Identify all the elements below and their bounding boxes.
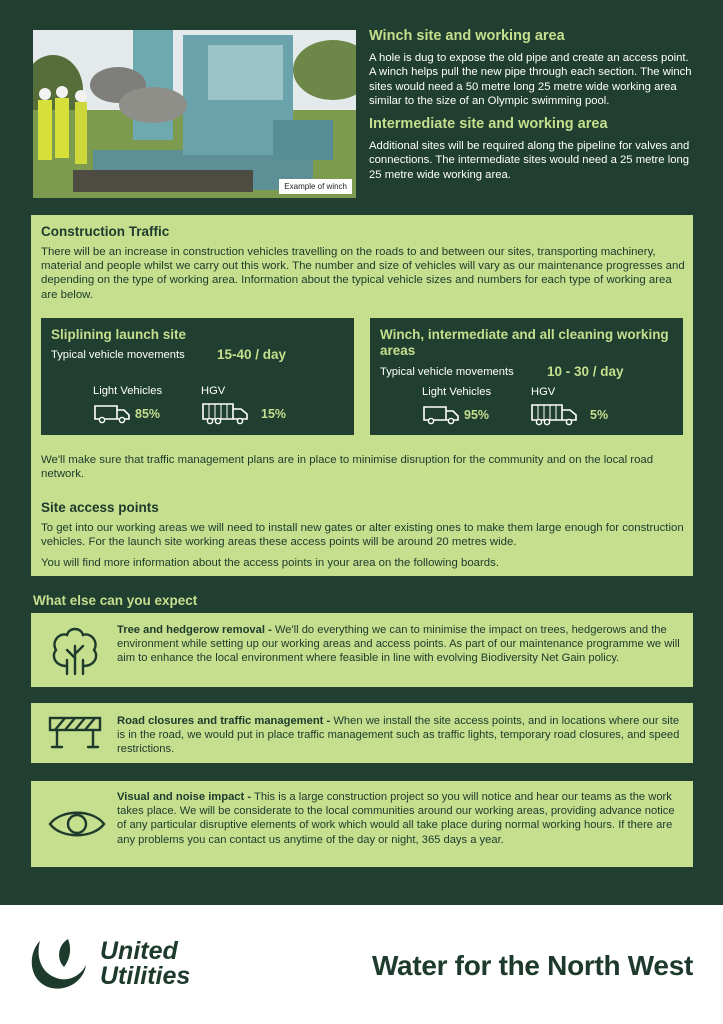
footer (0, 905, 723, 1024)
construction-traffic-intro: There will be an increase in construction vehicles travelling on the roads to and between our sites, transporting machinery, material and people whilst we carry out this work. The number and size of vehicles will vary as our maintenance progresses and depending on the type of working area. Information about the typical vehicle sizes and numbers for each type of working area are below. (41, 246, 685, 301)
visual-noise-text: Visual and noise impact - This is a large construction project so you will notice and hear our teams as the work takes place. We will be considerate to the local communities around our working areas, providing advance notice of any particular disruptive elements of work which would all take place during normal working hours. If there are any problems you can contact us anytime of the day or night, 365 days a year. (117, 791, 675, 846)
winch-hgv-label: HGV (531, 386, 556, 398)
launch-movements-value: 15-40 / day (217, 347, 287, 362)
winch-light-pct: 95% (464, 408, 490, 422)
winch-light-label: Light Vehicles (422, 386, 492, 398)
site-access-more-info: You will find more information about the access points in your area on the following boards. (41, 557, 499, 569)
united-utilities-logo-icon (26, 935, 92, 995)
van-icon (93, 402, 131, 424)
visual-noise-card (31, 781, 693, 867)
winch-movements-value: 10 - 30 / day (547, 364, 624, 379)
lorry-icon (201, 401, 249, 425)
what-else-heading: What else can you expect (33, 593, 198, 608)
launch-movements-label: Typical vehicle movements (51, 349, 185, 361)
tree-icon (47, 624, 103, 678)
winch-areas-heading: Winch, intermediate and all cleaning working areas (380, 327, 669, 358)
winch-movements-label: Typical vehicle movements (380, 366, 514, 378)
winch-photo (33, 30, 356, 198)
footer-tagline: Water for the North West (371, 950, 693, 981)
working-areas-column (369, 28, 694, 182)
launch-hgv-label: HGV (201, 385, 226, 397)
van-icon (422, 403, 460, 425)
photo-caption: Example of winch (279, 179, 352, 194)
construction-traffic-section (31, 215, 693, 576)
intermediate-site-text: Additional sites will be required along the pipeline for valves and connections. The intermediate sites would need a 25 metre long 25 metre wide working area. (369, 140, 690, 181)
launch-light-label: Light Vehicles (93, 385, 163, 397)
lorry-icon (530, 402, 578, 426)
winch-areas-panel (370, 318, 683, 435)
winch-site-heading: Winch site and working area (369, 28, 565, 44)
road-barrier-icon (47, 715, 103, 751)
intermediate-site-heading: Intermediate site and working area (369, 116, 608, 133)
eye-icon (47, 807, 107, 841)
road-closures-card (31, 703, 693, 763)
tree-removal-card (31, 613, 693, 687)
traffic-management-text: We'll make sure that traffic management plans are in place to minimise disruption for the community and on the local road network. (41, 454, 654, 481)
site-access-heading: Site access points (41, 500, 159, 515)
road-closures-text: Road closures and traffic management - When we install the site access points, and in locations where our site is in the road, we would put in place traffic management such as traffic lights, temporary road closures, and speed restrictions. (117, 715, 680, 756)
construction-traffic-heading: Construction Traffic (41, 224, 170, 239)
launch-hgv-pct: 15% (261, 407, 287, 421)
site-access-text: To get into our working areas we will need to install new gates or alter existing ones to make them large enough for construction vehicles. For the launch site working areas these access points will be around 20 metres wide. (41, 522, 684, 549)
winch-photo-illustration (33, 30, 356, 198)
winch-hgv-pct: 5% (590, 408, 609, 422)
launch-site-heading: Sliplining launch site (51, 327, 187, 342)
united-utilities-logo-text: United Utilities (100, 937, 191, 990)
launch-light-pct: 85% (135, 407, 161, 421)
winch-site-text: A hole is dug to expose the old pipe and create an access point. A winch helps pull the new pipe through each section. The winch sites would need a 50 metre long 25 metre wide working area similar to the size of an Olympic swimming pool. (369, 52, 692, 107)
launch-site-panel (41, 318, 354, 435)
tree-removal-text: Tree and hedgerow removal - We'll do everything we can to minimise the impact on trees, hedgerows and the environment while setting up our working areas and access points. As part of our maintenance programme we will aim to enhance the local environment where feasible in line with evolving Biodiversity Net Gain policy. (117, 624, 680, 665)
